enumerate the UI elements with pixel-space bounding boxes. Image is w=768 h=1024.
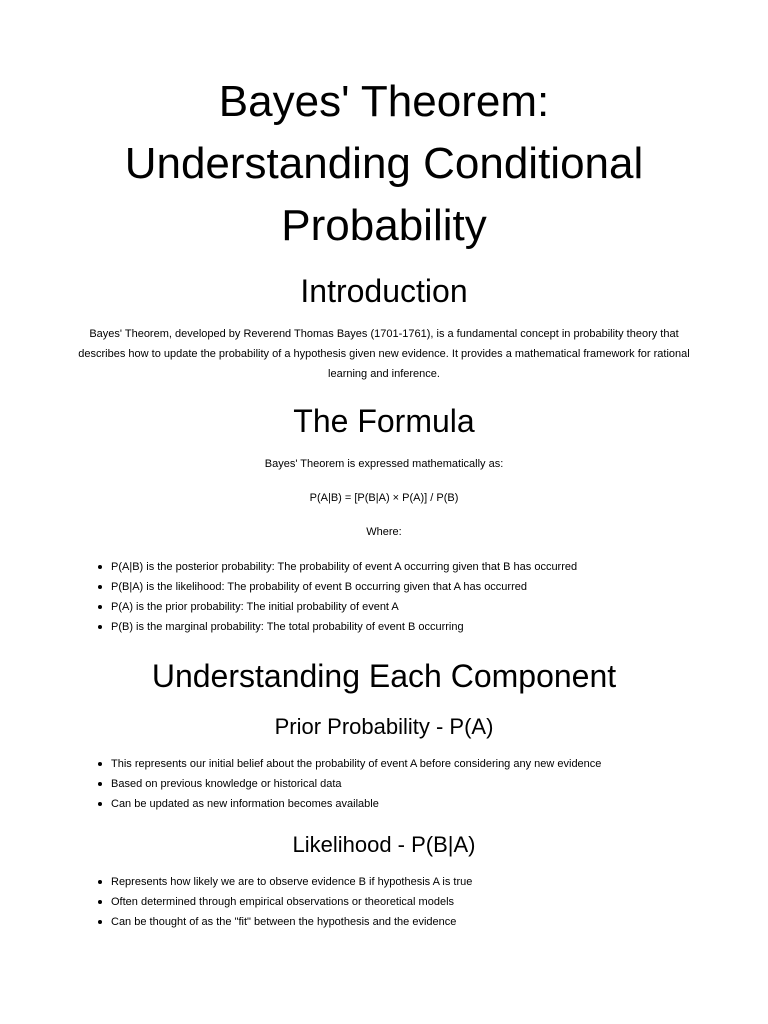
bullet-icon [98, 585, 102, 589]
title-line-2: Understanding Conditional [124, 139, 644, 188]
prior-probability-heading: Prior Probability - P(A) [274, 714, 494, 739]
bullet-icon [98, 625, 102, 629]
list-item [96, 892, 716, 912]
bullet-icon [98, 782, 102, 786]
list-item [96, 557, 716, 577]
list-item [96, 597, 716, 617]
list-item [96, 754, 716, 774]
prior-probability-list [96, 754, 716, 814]
bullet-icon [98, 900, 102, 904]
list-item-text: This represents our initial belief about the probability of event A before considering any new evidence [111, 758, 602, 770]
title-line-1: Bayes' Theorem: [218, 77, 550, 126]
list-item [96, 617, 716, 637]
introduction-paragraph: Bayes' Theorem, developed by Reverend Thomas Bayes (1701-1761), is a fundamental concept in probability theory that describes how to update the probability of a hypothesis given new evidence. It provides a mathematical framework for rational learning and inference. [78, 328, 690, 380]
list-item-text: P(B|A) is the likelihood: The probability of event B occurring given that A has occurred [111, 581, 527, 593]
list-item-text: P(B) is the marginal probability: The total probability of event B occurring [111, 621, 464, 633]
bullet-icon [98, 880, 102, 884]
bullet-icon [98, 605, 102, 609]
list-item-text: Based on previous knowledge or historical data [111, 778, 342, 790]
list-item-text: Represents how likely we are to observe evidence B if hypothesis A is true [111, 876, 473, 888]
formula-where: Where: [366, 526, 402, 538]
introduction-heading: Introduction [300, 273, 468, 309]
list-item [96, 912, 716, 932]
bullet-icon [98, 762, 102, 766]
formula-heading: The Formula [293, 403, 475, 439]
list-item [96, 872, 716, 892]
list-item [96, 577, 716, 597]
list-item-text: Often determined through empirical observations or theoretical models [111, 896, 455, 908]
likelihood-heading: Likelihood - P(B|A) [292, 832, 476, 857]
likelihood-list [96, 872, 716, 932]
formula-intro: Bayes' Theorem is expressed mathematically as: [264, 458, 504, 470]
bullet-icon [98, 802, 102, 806]
list-item [96, 774, 716, 794]
list-item-text: P(A|B) is the posterior probability: The probability of event A occurring given that B has occurred [111, 561, 578, 573]
list-item-text: Can be thought of as the "fit" between the hypothesis and the evidence [111, 916, 457, 928]
title-line-3: Probability [281, 201, 487, 250]
list-item [96, 794, 716, 814]
formula-equation: P(A|B) = [P(B|A) × P(A)] / P(B) [309, 492, 459, 504]
list-item-text: Can be updated as new information becomes available [111, 798, 379, 810]
formula-definitions-list [96, 557, 716, 637]
page-title [60, 71, 708, 257]
bullet-icon [98, 920, 102, 924]
list-item-text: P(A) is the prior probability: The initial probability of event A [111, 601, 399, 613]
bullet-icon [98, 565, 102, 569]
components-heading: Understanding Each Component [151, 658, 617, 694]
